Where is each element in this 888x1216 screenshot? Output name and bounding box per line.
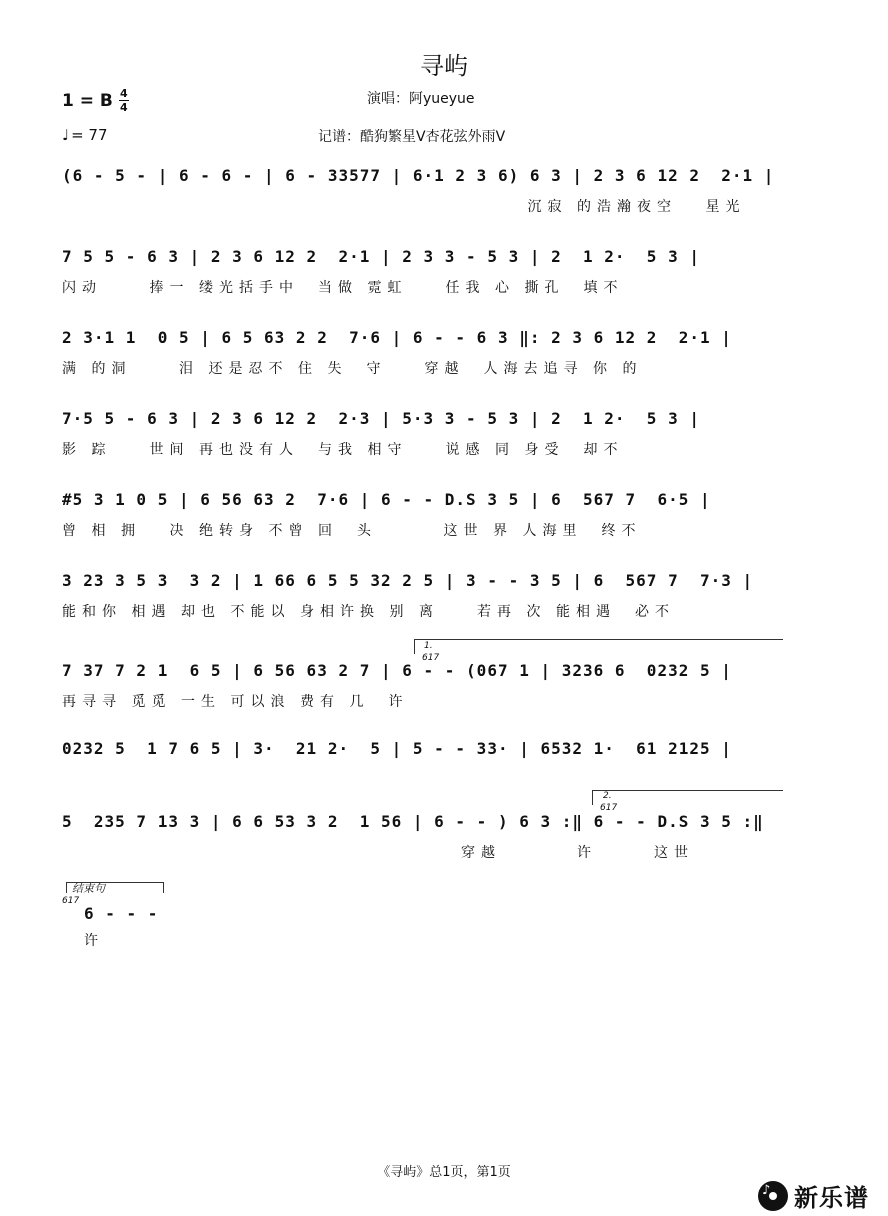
time-signature — [119, 88, 129, 113]
score-line-5 — [62, 484, 784, 544]
notation-row: 3 23 3 5 3 3 2 | 1 66 6 5 5 32 2 5 | 3 - - 3 5 | 6 567 7 7·3 | — [62, 570, 754, 590]
notation-row: 7 5 5 - 6 3 | 2 3 6 12 2 2·1 | 2 3 3 - 5 3 | 2 1 2· 5 3 | — [62, 246, 700, 266]
grace-note-mark: 617 — [62, 896, 80, 906]
transcriber-credit: 记谱：酷狗繁星V杏花弦外雨V — [318, 129, 506, 145]
first-ending-bracket — [414, 639, 783, 654]
lyrics-row: 满 的洞 泪 还是忍不 住 失 守 穿越 人海去追寻 你 的 — [62, 362, 643, 377]
lyrics-row: 影 踪 世间 再也没有人 与我 相守 说感 同 身受 却不 — [62, 443, 624, 458]
score-line-1 — [62, 160, 784, 220]
tempo-marking — [62, 126, 108, 144]
grace-note-mark: 617 — [600, 803, 618, 813]
score-line-7 — [62, 655, 784, 715]
page-title: 寻屿 — [420, 52, 468, 80]
notation-row: 7·5 5 - 6 3 | 2 3 6 12 2 2·3 | 5·3 3 - 5 3 | 2 1 2· 5 3 | — [62, 408, 700, 428]
singer-credit: 演唱：阿yueyue — [367, 91, 475, 107]
lyrics-row: 沉寂 的浩瀚夜空 星光 — [62, 200, 746, 215]
time-numerator: 4 — [120, 87, 128, 100]
lyrics-row: 曾 相 拥 决 绝转身 不曾 回 头 这世 界 人海里 终不 — [62, 524, 642, 539]
coda-ending — [62, 878, 172, 948]
notation-row: 5 235 7 13 3 | 6 6 53 3 2 1 56 | 6 - - ) 6 3 :‖ 6 - - D.S 3 5 :‖ — [62, 811, 764, 831]
score-line-4 — [62, 403, 784, 463]
quarter-note-icon: ♩ — [62, 126, 70, 144]
ending-label: 结束句 — [72, 882, 105, 895]
site-logo — [758, 1178, 869, 1213]
score-line-6 — [62, 565, 784, 625]
score-line-8 — [62, 733, 784, 793]
notation-row: 7 37 7 2 1 6 5 | 6 56 63 2 7 | 6 - - (067 1 | 3236 6 0232 5 | — [62, 660, 732, 680]
lyrics-row: 闪动 捧一 缕光括手中 当做 霓虹 任我 心 撕孔 填不 — [62, 281, 624, 296]
notation-row: #5 3 1 0 5 | 6 56 63 2 7·6 | 6 - - D.S 3 5 | 6 567 7 6·5 | — [62, 489, 711, 509]
key-signature — [62, 88, 129, 113]
page-footer: 《寻屿》总1页，第1页 — [377, 1165, 511, 1180]
key-text: 1 = B — [62, 90, 113, 111]
ending-lyrics: 许 — [84, 934, 104, 949]
lyrics-row — [62, 769, 784, 791]
grace-note-mark: 617 — [422, 653, 440, 663]
notation-row: 0232 5 1 7 6 5 | 3· 21 2· 5 | 5 - - 33· | 6532 1· 61 2125 | — [62, 738, 732, 758]
lyrics-row: 再寻寻 觅觅 一生 可以浪 费有 几 许 — [62, 695, 409, 710]
notation-row: (6 - 5 - | 6 - 6 - | 6 - 33577 | 6·1 2 3 6) 6 3 | 2 3 6 12 2 2·1 | — [62, 165, 775, 185]
time-denominator: 4 — [120, 101, 128, 114]
ending-notation: 6 - - - — [84, 903, 159, 923]
lyrics-row: 穿越 许 这世 — [62, 846, 694, 861]
score-line-2 — [62, 241, 784, 301]
music-disc-icon — [758, 1181, 788, 1211]
lyrics-row: 能和你 相遇 却也 不能以 身相许换 别 离 若再 次 能相遇 必不 — [62, 605, 675, 620]
first-ending-label: 1. — [424, 641, 433, 651]
logo-text: 新乐谱 — [794, 1184, 869, 1212]
score-line-3 — [62, 322, 784, 382]
notation-row: 2 3·1 1 0 5 | 6 5 63 2 2 7·6 | 6 - - 6 3 ‖: 2 3 6 12 2 2·1 | — [62, 327, 732, 347]
second-ending-label: 2. — [603, 791, 612, 801]
tempo-value: = 77 — [71, 126, 108, 144]
second-ending-bracket — [592, 790, 783, 805]
score-line-9 — [62, 806, 784, 866]
